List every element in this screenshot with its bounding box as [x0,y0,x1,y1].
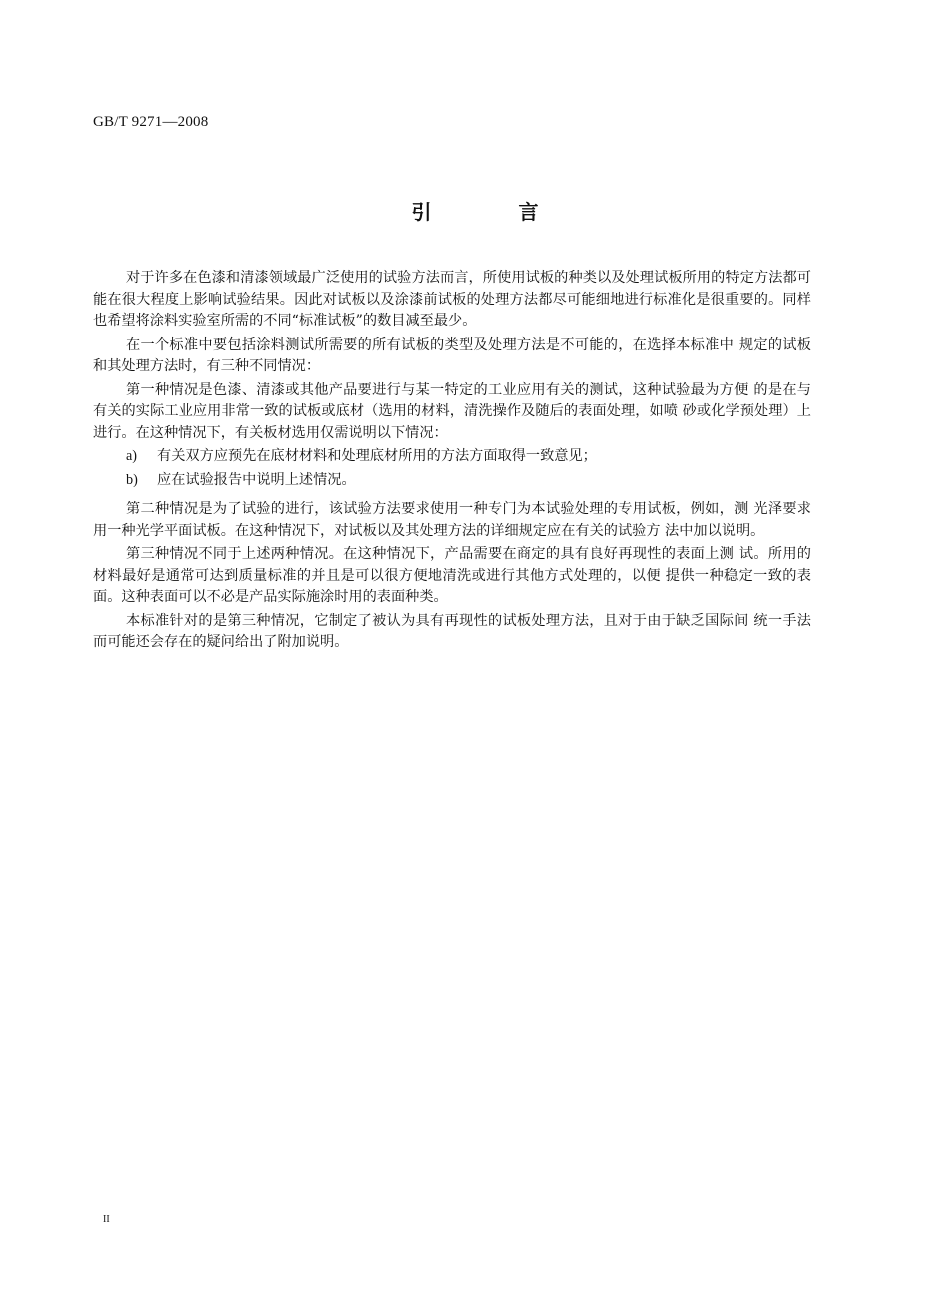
paragraph: 第一种情况是色漆、清漆或其他产品要进行与某一特定的工业应用有关的测试，这种试验最为方便 的是在与有关的实际工业应用非常一致的试板或底材（选用的材料，清洗操作及随后的表面处理，如喷 砂或化学预处理）上进行。在这种情况下，有关板材选用仅需说明以下情况： [93,381,811,441]
paragraph: 第二种情况是为了试验的进行，该试验方法要求使用一种专门为本试验处理的专用试板，例如，测 光泽要求用一种光学平面试板。在这种情况下，对试板以及其处理方法的详细规定应在有关的试验方 法中加以说明。 [93,501,811,539]
paragraph: 本标准针对的是第三种情况，它制定了被认为具有再现性的试板处理方法，且对于由于缺乏国际间 统一手法而可能还会存在的疑问给出了附加说明。 [93,612,811,650]
document-body [93,268,811,654]
page-number: II [103,1214,110,1225]
page-title: 引 言 [411,200,579,224]
list-item-text: 有关双方应预先在底材材料和处理底材所用的方法方面取得一致意见； [157,448,597,464]
paragraph: 对于许多在色漆和清漆领域最广泛使用的试验方法而言，所使用试板的种类以及处理试板所用的特定方法都可能在很大程度上影响试验结果。因此对试板以及涂漆前试板的处理方法都尽可能细地进行标准化是很重要的。同样也希望将涂料实验室所需的不同“标准试板”的数目减至最少。 [93,270,811,329]
list-item-text: 应在试验报告中说明上述情况。 [157,471,356,488]
standard-code: GB/T 9271—2008 [93,114,209,130]
paragraph: 在一个标准中要包括涂料测试所需要的所有试板的类型及处理方法是不可能的，在选择本标准中 规定的试板和其处理方法时，有三种不同情况： [93,336,811,374]
paragraph: 第三种情况不同于上述两种情况。在这种情况下，产品需要在商定的具有良好再现性的表面上测 试。所用的材料最好是通常可达到质量标准的并且是可以很方便地清洗或进行其他方式处理的，以便 提供一种稳定一致的表面。这种表面可以不必是产品实际施涂时用的表面种类。 [93,546,811,605]
list-item [93,470,811,492]
list-item [93,446,811,468]
list-marker: a) [126,448,138,464]
list-marker: b) [126,471,138,488]
